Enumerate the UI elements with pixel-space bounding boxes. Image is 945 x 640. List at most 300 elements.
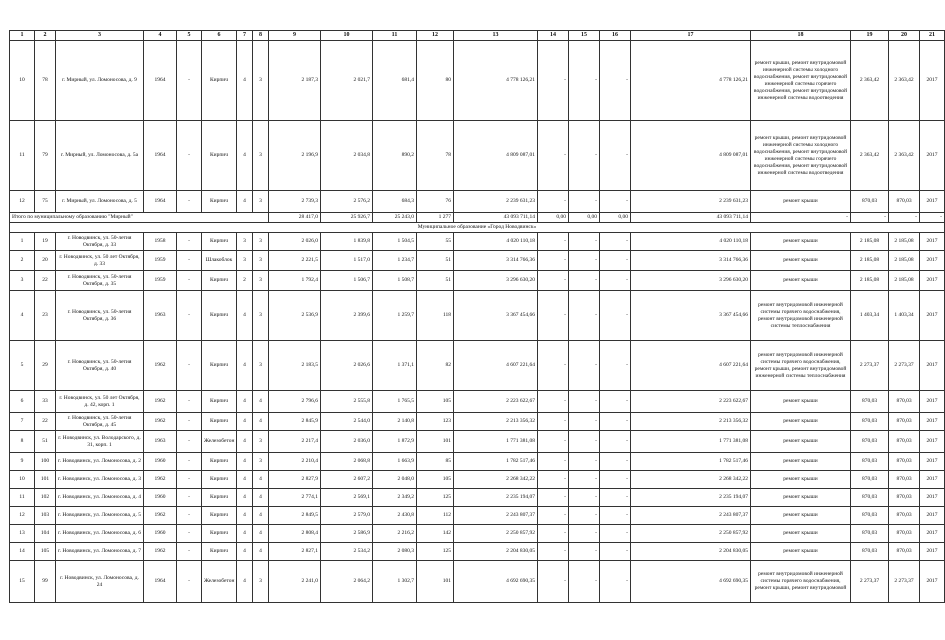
work-types: ремонт крыши <box>751 233 851 251</box>
total-cost: 2 235 194,07 <box>454 489 538 507</box>
total-area: 2 536,9 <box>269 291 321 341</box>
total-area: 2 221,5 <box>269 251 321 271</box>
regional-funds: - <box>538 525 569 543</box>
year-built: 1962 <box>144 543 177 561</box>
specific-cost: 870,03 <box>851 391 889 413</box>
floors: 3 <box>237 251 253 271</box>
work-types: ремонт крыши <box>751 453 851 471</box>
wall-material: Кирпич <box>202 271 237 291</box>
completion-year: 2017 <box>920 431 945 453</box>
specific-cost: 870,03 <box>851 191 889 213</box>
residential-area: 2 080,3 <box>373 543 417 561</box>
total-cost: 2 204 830,05 <box>454 543 538 561</box>
column-header-cell: 13 <box>454 31 538 41</box>
row-number: 15 <box>10 561 35 603</box>
column-header-cell: 2 <box>35 31 56 41</box>
residential-area: 1 371,1 <box>373 341 417 391</box>
local-funds: - <box>569 233 600 251</box>
living-area: 1 506,7 <box>321 271 373 291</box>
year-overhaul: - <box>177 489 202 507</box>
local-funds: - <box>569 525 600 543</box>
register-table-page <box>9 30 942 603</box>
house-id: 101 <box>35 471 56 489</box>
address: г. Новодвинск, ул. Ломоносова, д. 2 <box>56 453 144 471</box>
address: г. Новодвинск, ул. Ломоносова, д. 5 <box>56 507 144 525</box>
specific-cost: 2 185,08 <box>851 251 889 271</box>
entrances: 3 <box>253 251 269 271</box>
residents: 101 <box>417 431 454 453</box>
max-cost: 2 363,42 <box>889 41 920 121</box>
entrances: 3 <box>253 561 269 603</box>
residential-area: 1 302,7 <box>373 561 417 603</box>
house-id: 104 <box>35 525 56 543</box>
total-cost: 4 809 087,01 <box>454 121 538 191</box>
column-header-cell: 10 <box>321 31 373 41</box>
residential-area: 2 048,0 <box>373 471 417 489</box>
completion-year: 2017 <box>920 507 945 525</box>
row-number: 7 <box>10 413 35 431</box>
address: г. Новодвинск, ул. 50 лет Октября, д. 33 <box>56 251 144 271</box>
local-funds: - <box>569 561 600 603</box>
owner-contributions: 2 268 342,22 <box>631 471 751 489</box>
work-types: ремонт крыши <box>751 489 851 507</box>
max-cost: 870,03 <box>889 191 920 213</box>
year-built: 1964 <box>144 121 177 191</box>
entrances: 4 <box>253 543 269 561</box>
total-value: 1 277 <box>417 213 454 223</box>
work-types: ремонт крыши <box>751 391 851 413</box>
regional-funds: - <box>538 121 569 191</box>
completion-year: 2017 <box>920 251 945 271</box>
section-title-row <box>10 223 945 233</box>
column-header-cell: 16 <box>600 31 631 41</box>
regional-funds: - <box>538 507 569 525</box>
total-value: 28 417,0 <box>269 213 321 223</box>
row-number: 1 <box>10 233 35 251</box>
total-cost: 1 771 381,08 <box>454 431 538 453</box>
living-area: 2 068,8 <box>321 453 373 471</box>
floors: 4 <box>237 191 253 213</box>
wall-material: Кирпич <box>202 41 237 121</box>
column-header-cell: 5 <box>177 31 202 41</box>
wall-material: Кирпич <box>202 489 237 507</box>
residential-area: 2 430,8 <box>373 507 417 525</box>
wall-material: Кирпич <box>202 121 237 191</box>
owner-funds: - <box>600 191 631 213</box>
completion-year: 2017 <box>920 471 945 489</box>
specific-cost: 870,03 <box>851 471 889 489</box>
row-number: 13 <box>10 525 35 543</box>
owner-funds: - <box>600 291 631 341</box>
table-row <box>10 471 945 489</box>
floors: 4 <box>237 431 253 453</box>
owner-contributions: 2 235 194,07 <box>631 489 751 507</box>
local-funds: - <box>569 431 600 453</box>
local-funds: - <box>569 413 600 431</box>
residents: 76 <box>417 191 454 213</box>
max-cost: 870,03 <box>889 391 920 413</box>
local-funds: - <box>569 507 600 525</box>
regional-funds: - <box>538 543 569 561</box>
table-row <box>10 391 945 413</box>
year-overhaul: - <box>177 341 202 391</box>
regional-funds: - <box>538 251 569 271</box>
total-value: 0,00 <box>538 213 569 223</box>
living-area: 2 569,1 <box>321 489 373 507</box>
work-types: ремонт крыши <box>751 507 851 525</box>
owner-funds: - <box>600 251 631 271</box>
total-cost: 1 782 517,46 <box>454 453 538 471</box>
regional-funds: - <box>538 413 569 431</box>
column-header-cell: 15 <box>569 31 600 41</box>
total-cost: 4 692 690,35 <box>454 561 538 603</box>
owner-contributions: 2 239 631,23 <box>631 191 751 213</box>
house-id: 23 <box>35 291 56 341</box>
local-funds: - <box>569 271 600 291</box>
living-area: 2 021,7 <box>321 41 373 121</box>
entrances: 3 <box>253 341 269 391</box>
table-row <box>10 191 945 213</box>
total-cost: 3 296 630,20 <box>454 271 538 291</box>
living-area: 2 026,6 <box>321 341 373 391</box>
year-overhaul: - <box>177 471 202 489</box>
owner-contributions: 4 607 221,64 <box>631 341 751 391</box>
floors: 4 <box>237 41 253 121</box>
year-overhaul: - <box>177 507 202 525</box>
owner-contributions: 2 223 622,67 <box>631 391 751 413</box>
table-row <box>10 525 945 543</box>
work-types: ремонт крыши <box>751 271 851 291</box>
floors: 4 <box>237 453 253 471</box>
column-header-cell: 12 <box>417 31 454 41</box>
floors: 2 <box>237 271 253 291</box>
year-overhaul: - <box>177 413 202 431</box>
wall-material: Кирпич <box>202 191 237 213</box>
max-cost: 870,03 <box>889 543 920 561</box>
owner-contributions: 2 213 356,32 <box>631 413 751 431</box>
address: г. Новодвинск, ул. Ломоносова, д. 7 <box>56 543 144 561</box>
wall-material: Кирпич <box>202 453 237 471</box>
year-built: 1960 <box>144 489 177 507</box>
living-area: 1 517,0 <box>321 251 373 271</box>
residents: 125 <box>417 489 454 507</box>
year-built: 1959 <box>144 271 177 291</box>
owner-contributions: 2 243 807,37 <box>631 507 751 525</box>
owner-contributions: 4 692 690,35 <box>631 561 751 603</box>
owner-contributions: 2 204 830,05 <box>631 543 751 561</box>
total-cost: 2 250 857,92 <box>454 525 538 543</box>
local-funds: - <box>569 191 600 213</box>
house-id: 79 <box>35 121 56 191</box>
regional-funds: - <box>538 431 569 453</box>
total-value: - <box>920 213 945 223</box>
floors: 4 <box>237 121 253 191</box>
wall-material: Кирпич <box>202 341 237 391</box>
floors: 4 <box>237 291 253 341</box>
wall-material: Кирпич <box>202 543 237 561</box>
year-overhaul: - <box>177 191 202 213</box>
completion-year: 2017 <box>920 191 945 213</box>
column-header-cell: 20 <box>889 31 920 41</box>
floors: 4 <box>237 471 253 489</box>
owner-funds: - <box>600 525 631 543</box>
completion-year: 2017 <box>920 291 945 341</box>
living-area: 2 034,8 <box>321 121 373 191</box>
regional-funds: - <box>538 291 569 341</box>
residential-area: 2 349,2 <box>373 489 417 507</box>
wall-material: Железобетон <box>202 561 237 603</box>
total-area: 2 183,5 <box>269 341 321 391</box>
total-area: 2 217,4 <box>269 431 321 453</box>
address: г. Новодвинск, ул. Ломоносова, д. 6 <box>56 525 144 543</box>
owner-funds: - <box>600 453 631 471</box>
entrances: 3 <box>253 271 269 291</box>
max-cost: 1 403,34 <box>889 291 920 341</box>
owner-funds: - <box>600 413 631 431</box>
entrances: 4 <box>253 471 269 489</box>
specific-cost: 1 403,34 <box>851 291 889 341</box>
address: г. Новодвинск, ул. 50-летия Октября, д. 33 <box>56 233 144 251</box>
living-area: 2 399,6 <box>321 291 373 341</box>
floors: 4 <box>237 507 253 525</box>
owner-contributions: 1 782 517,46 <box>631 453 751 471</box>
floors: 4 <box>237 525 253 543</box>
table-row <box>10 413 945 431</box>
owner-contributions: 2 250 857,92 <box>631 525 751 543</box>
house-id: 20 <box>35 251 56 271</box>
total-area: 2 774,1 <box>269 489 321 507</box>
address: г. Новодвинск, ул. Володарского, д. 31, корп. 1 <box>56 431 144 453</box>
wall-material: Шлакоблок <box>202 251 237 271</box>
living-area: 2 579,0 <box>321 507 373 525</box>
completion-year: 2017 <box>920 453 945 471</box>
address: г. Новодвинск, ул. 50-летия Октября, д. 36 <box>56 291 144 341</box>
total-area: 2 196,9 <box>269 121 321 191</box>
owner-contributions: 3 296 630,20 <box>631 271 751 291</box>
residential-area: 1 259,7 <box>373 291 417 341</box>
year-overhaul: - <box>177 431 202 453</box>
address: г. Новодвинск, ул. 50-летия Октября, д. 35 <box>56 271 144 291</box>
regional-funds: - <box>538 191 569 213</box>
specific-cost: 2 363,42 <box>851 41 889 121</box>
work-types: ремонт крыши, ремонт внутридомовой инженерной системы холодного водоснабжения, ремонт внутридомовой инженерной системы горячего водоснабжения, ремонт внутридомовой инженерной системы водоотведения <box>751 41 851 121</box>
residential-area: 1 663,9 <box>373 453 417 471</box>
max-cost: 2 185,08 <box>889 271 920 291</box>
wall-material: Кирпич <box>202 233 237 251</box>
regional-funds: - <box>538 271 569 291</box>
column-header-cell: 21 <box>920 31 945 41</box>
total-cost: 3 367 454,66 <box>454 291 538 341</box>
year-overhaul: - <box>177 391 202 413</box>
year-overhaul: - <box>177 121 202 191</box>
row-number: 3 <box>10 271 35 291</box>
completion-year: 2017 <box>920 543 945 561</box>
residents: 101 <box>417 561 454 603</box>
residents: 51 <box>417 251 454 271</box>
total-area: 2 808,4 <box>269 525 321 543</box>
completion-year: 2017 <box>920 525 945 543</box>
residents: 85 <box>417 453 454 471</box>
living-area: 2 586,9 <box>321 525 373 543</box>
specific-cost: 870,03 <box>851 413 889 431</box>
owner-funds: - <box>600 41 631 121</box>
residents: 55 <box>417 233 454 251</box>
max-cost: 870,03 <box>889 413 920 431</box>
residential-area: 1 872,9 <box>373 431 417 453</box>
wall-material: Кирпич <box>202 391 237 413</box>
floors: 4 <box>237 561 253 603</box>
residential-area: 1 508,7 <box>373 271 417 291</box>
completion-year: 2017 <box>920 41 945 121</box>
completion-year: 2017 <box>920 271 945 291</box>
floors: 4 <box>237 391 253 413</box>
max-cost: 2 185,08 <box>889 251 920 271</box>
local-funds: - <box>569 291 600 341</box>
work-types: ремонт крыши <box>751 543 851 561</box>
row-number: 11 <box>10 489 35 507</box>
entrances: 3 <box>253 233 269 251</box>
owner-funds: - <box>600 271 631 291</box>
total-cost: 4 020 110,18 <box>454 233 538 251</box>
table-row <box>10 291 945 341</box>
residents: 142 <box>417 525 454 543</box>
house-id: 19 <box>35 233 56 251</box>
column-header-cell: 8 <box>253 31 269 41</box>
total-cost: 2 223 622,67 <box>454 391 538 413</box>
year-built: 1962 <box>144 413 177 431</box>
house-id: 99 <box>35 561 56 603</box>
specific-cost: 2 273,37 <box>851 341 889 391</box>
total-area: 2 827,9 <box>269 471 321 489</box>
column-header-cell: 11 <box>373 31 417 41</box>
total-area: 2 026,0 <box>269 233 321 251</box>
table-row <box>10 233 945 251</box>
regional-funds: - <box>538 341 569 391</box>
max-cost: 870,03 <box>889 507 920 525</box>
year-overhaul: - <box>177 41 202 121</box>
max-cost: 870,03 <box>889 489 920 507</box>
regional-funds: - <box>538 453 569 471</box>
residents: 80 <box>417 41 454 121</box>
wall-material: Кирпич <box>202 525 237 543</box>
year-built: 1964 <box>144 191 177 213</box>
entrances: 3 <box>253 191 269 213</box>
max-cost: 2 273,37 <box>889 561 920 603</box>
address: г. Новодвинск, ул. Ломоносова, д. 4 <box>56 489 144 507</box>
year-built: 1958 <box>144 233 177 251</box>
residents: 118 <box>417 291 454 341</box>
year-overhaul: - <box>177 453 202 471</box>
entrances: 3 <box>253 431 269 453</box>
row-number: 11 <box>10 121 35 191</box>
max-cost: 870,03 <box>889 525 920 543</box>
residential-area: 1 234,7 <box>373 251 417 271</box>
owner-contributions: 3 367 454,66 <box>631 291 751 341</box>
total-area: 2 849,5 <box>269 507 321 525</box>
address: г. Новодвинск, ул. 50-летия Октября, д. 40 <box>56 341 144 391</box>
year-overhaul: - <box>177 251 202 271</box>
work-types: ремонт крыши <box>751 251 851 271</box>
table-row <box>10 341 945 391</box>
table-row <box>10 121 945 191</box>
wall-material: Железобетон <box>202 431 237 453</box>
regional-funds: - <box>538 471 569 489</box>
year-overhaul: - <box>177 525 202 543</box>
living-area: 2 576,2 <box>321 191 373 213</box>
living-area: 2 064,2 <box>321 561 373 603</box>
house-id: 105 <box>35 543 56 561</box>
work-types: ремонт крыши <box>751 525 851 543</box>
row-number: 12 <box>10 191 35 213</box>
total-value: 43 093 711,14 <box>454 213 538 223</box>
floors: 4 <box>237 489 253 507</box>
row-number: 4 <box>10 291 35 341</box>
house-id: 102 <box>35 489 56 507</box>
year-built: 1962 <box>144 507 177 525</box>
local-funds: - <box>569 543 600 561</box>
year-overhaul: - <box>177 291 202 341</box>
specific-cost: 2 185,08 <box>851 233 889 251</box>
residents: 78 <box>417 121 454 191</box>
completion-year: 2017 <box>920 341 945 391</box>
total-value: 0,00 <box>569 213 600 223</box>
work-types: ремонт крыши <box>751 471 851 489</box>
total-area: 2 845,9 <box>269 413 321 431</box>
owner-contributions: 4 778 126,21 <box>631 41 751 121</box>
living-area: 2 607,2 <box>321 471 373 489</box>
residential-area: 2 216,2 <box>373 525 417 543</box>
row-number: 8 <box>10 431 35 453</box>
max-cost: 2 185,08 <box>889 233 920 251</box>
row-number: 10 <box>10 471 35 489</box>
regional-funds: - <box>538 489 569 507</box>
address: г. Новодвинск, ул. Ломоносова, д. 3 <box>56 471 144 489</box>
residential-area: 681,4 <box>373 41 417 121</box>
total-label: Итого по муниципальному образованию "Мирный" <box>10 213 269 223</box>
house-id: 29 <box>35 341 56 391</box>
address: г. Новодвинск, ул. Ломоносова, д. 24 <box>56 561 144 603</box>
owner-funds: - <box>600 561 631 603</box>
living-area: 2 555,8 <box>321 391 373 413</box>
specific-cost: 870,03 <box>851 431 889 453</box>
wall-material: Кирпич <box>202 507 237 525</box>
row-number: 5 <box>10 341 35 391</box>
total-cost: 2 268 342,22 <box>454 471 538 489</box>
row-number: 9 <box>10 453 35 471</box>
work-types: ремонт внутридомовой инженерной системы горячего водоснабжения, ремонт крыши, ремонт внутридомовой инженерной системы теплоснабжения <box>751 341 851 391</box>
living-area: 2 544,0 <box>321 413 373 431</box>
wall-material: Кирпич <box>202 471 237 489</box>
year-built: 1962 <box>144 471 177 489</box>
column-header-cell: 19 <box>851 31 889 41</box>
total-cost: 4 778 126,21 <box>454 41 538 121</box>
max-cost: 2 363,42 <box>889 121 920 191</box>
regional-funds: - <box>538 391 569 413</box>
year-built: 1960 <box>144 525 177 543</box>
address: г. Мирный, ул. Ломоносова, д. 9 <box>56 41 144 121</box>
address: г. Новодвинск, ул. 50 лет Октября, д. 42, корп. 1 <box>56 391 144 413</box>
local-funds: - <box>569 251 600 271</box>
table-body <box>10 31 945 603</box>
specific-cost: 870,03 <box>851 543 889 561</box>
year-overhaul: - <box>177 271 202 291</box>
column-header-cell: 3 <box>56 31 144 41</box>
specific-cost: 2 185,08 <box>851 271 889 291</box>
house-id: 33 <box>35 391 56 413</box>
year-built: 1963 <box>144 291 177 341</box>
owner-funds: - <box>600 233 631 251</box>
total-area: 2 241,0 <box>269 561 321 603</box>
